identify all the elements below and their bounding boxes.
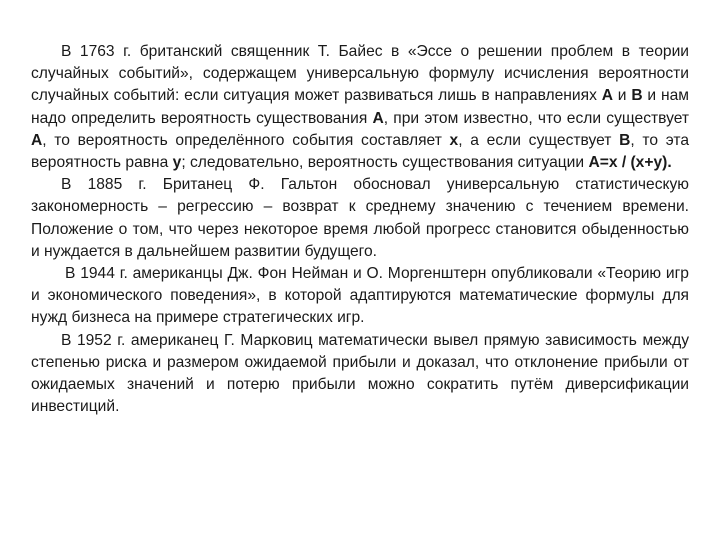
paragraph-neumann-morgenstern [31, 263, 689, 330]
text-run: В 1885 г. Британец Ф. Гальтон обосновал универсальную статистическую закономерность – регрессию – возврат к среднему значению с течением времени. Положение о том, что через некоторое время любой прогресс становится обыденностью и нуждается в дальнейшем развитии будущего. [31, 176, 689, 260]
text-run: В 1763 г. британский священник Т. Байес в «Эссе о решении проблем в теории случайных событий», содержащем универсальную формулу исчисления вероятности случайных событий: если ситуация может развиваться лишь в направлениях [31, 43, 689, 105]
text-run: ; следовательно, вероятность существования ситуации [181, 154, 589, 172]
text-run: , а если существует [458, 131, 620, 149]
document-body [31, 41, 689, 418]
paragraph-bayes [31, 41, 689, 174]
paragraph-markowitz [31, 330, 689, 419]
text-run: , при этом известно, что если существует [383, 109, 689, 127]
formula-text: А=х / (х+у). [588, 154, 672, 172]
text-run-bold: А [372, 109, 384, 127]
text-run-bold: у [172, 154, 182, 172]
text-run-bold: В [619, 131, 631, 149]
text-run-bold: х [449, 131, 459, 149]
text-run: , то вероятность определённого события составляет [42, 131, 450, 149]
text-run-bold: А [601, 87, 613, 105]
paragraph-galton [31, 174, 689, 263]
text-run: и нам надо определить вероятность существования [31, 87, 689, 127]
text-run: В 1944 г. американцы Дж. Фон Нейман и О. Моргенштерн опубликовали «Теорию игр и экономического поведения», в которой адаптируются математические формулы для нужд бизнеса на примере стратегических игр. [31, 265, 689, 327]
text-run: и [612, 87, 632, 105]
text-run: , то эта вероятность равна [31, 131, 689, 172]
text-run-bold: А [31, 131, 43, 149]
text-run: В 1952 г. американец Г. Марковиц математически вывел прямую зависимость между степенью риска и размером ожидаемой прибыли и доказал, что отклонение прибыли от ожидаемых значений и потерю прибыли можно сократить путём диверсификации инвестиций. [31, 331, 689, 416]
text-run-bold: В [631, 87, 643, 105]
